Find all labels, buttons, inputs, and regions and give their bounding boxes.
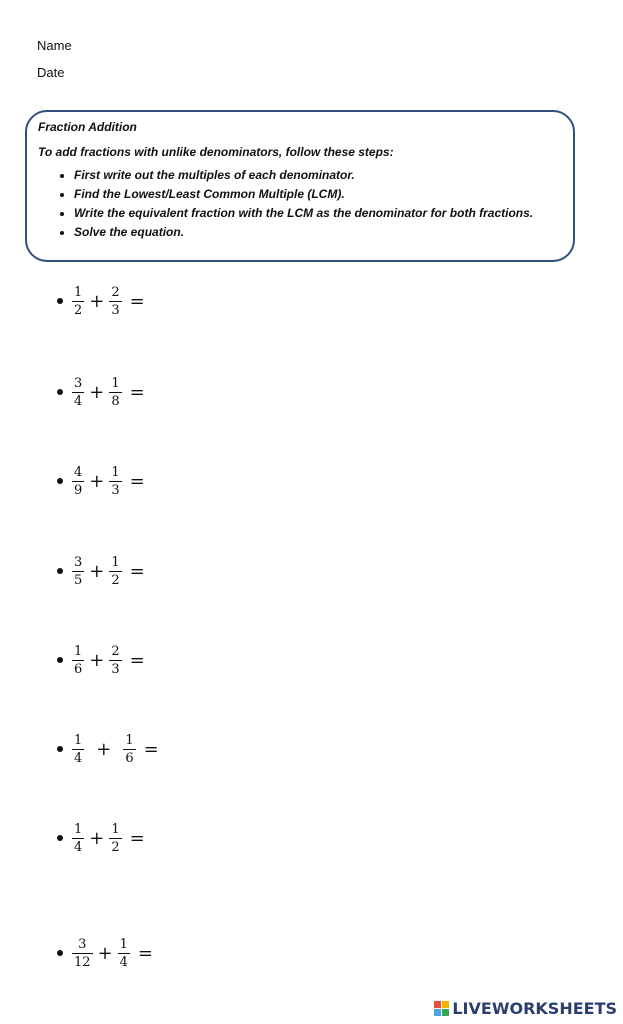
problem-8: [57, 933, 153, 973]
bullet-icon: [57, 835, 63, 841]
plus-sign: +: [89, 470, 105, 492]
fraction: [109, 555, 121, 588]
plus-sign: +: [97, 942, 113, 964]
bullet-icon: [57, 746, 63, 752]
denominator: 4: [119, 954, 128, 970]
plus-sign: +: [89, 290, 105, 312]
numerator: 1: [111, 375, 120, 391]
equals-sign: =: [129, 560, 145, 582]
fraction: [72, 465, 84, 498]
numerator: 3: [78, 936, 87, 952]
denominator: 4: [74, 839, 83, 855]
equals-sign: =: [129, 290, 145, 312]
problem-2: [57, 372, 145, 412]
denominator: 4: [74, 750, 83, 766]
problem-3: [57, 461, 145, 501]
equals-sign: =: [137, 942, 154, 964]
bullet-icon: [57, 389, 63, 395]
denominator: 5: [74, 572, 83, 588]
logo-text: LIVEWORKSHEETS: [452, 999, 617, 1018]
plus-sign: +: [89, 560, 105, 582]
plus-sign: +: [89, 381, 105, 403]
fraction: [109, 465, 121, 498]
instructions-intro: To add fractions with unlike denominators, follow these steps:: [38, 145, 394, 159]
equals-sign: =: [129, 381, 145, 403]
equals-sign: =: [129, 827, 145, 849]
bullet-icon: [57, 478, 63, 484]
fraction: [72, 285, 84, 318]
fraction: [72, 376, 84, 409]
problem-5: [57, 640, 145, 680]
problem-1: [57, 281, 145, 321]
liveworksheets-logo: [434, 999, 617, 1018]
name-label: Name: [37, 38, 72, 53]
numerator: 1: [111, 464, 120, 480]
numerator: 2: [111, 284, 120, 300]
bullet-icon: [57, 568, 63, 574]
numerator: 1: [119, 936, 128, 952]
plus-sign: +: [96, 738, 112, 760]
denominator: 8: [111, 393, 120, 409]
numerator: 1: [74, 821, 83, 837]
step-item: • Find the Lowest/Least Common Multiple (LCM).: [74, 187, 563, 202]
step-item: • Solve the equation.: [74, 225, 563, 240]
numerator: 1: [125, 732, 134, 748]
numerator: 3: [74, 554, 83, 570]
equals-sign: =: [129, 470, 145, 492]
problem-6: [57, 729, 159, 769]
fraction: [72, 937, 93, 970]
instructions-box: [25, 110, 575, 262]
numerator: 3: [74, 375, 83, 391]
plus-sign: +: [89, 649, 105, 671]
step-item: • First write out the multiples of each denominator.: [74, 168, 563, 183]
fraction: [72, 733, 84, 766]
bullet-icon: [57, 298, 63, 304]
fraction: [109, 376, 121, 409]
bullet-icon: [57, 950, 63, 956]
numerator: 1: [74, 284, 83, 300]
fraction: [72, 644, 84, 677]
problem-4: [57, 551, 145, 591]
fraction: [72, 822, 84, 855]
fraction: [118, 937, 130, 970]
fraction: [109, 644, 121, 677]
denominator: 2: [74, 302, 83, 318]
denominator: 12: [74, 954, 91, 970]
problem-7: [57, 818, 145, 858]
numerator: 1: [74, 643, 83, 659]
denominator: 3: [111, 482, 120, 498]
plus-sign: +: [89, 827, 105, 849]
equals-sign: =: [129, 649, 145, 671]
fraction: [72, 555, 84, 588]
numerator: 1: [111, 554, 120, 570]
equals-sign: =: [143, 738, 159, 760]
denominator: 2: [111, 572, 120, 588]
denominator: 6: [74, 661, 83, 677]
fraction: [109, 822, 121, 855]
denominator: 6: [125, 750, 134, 766]
logo-mark-icon: [434, 1001, 449, 1016]
bullet-icon: [57, 657, 63, 663]
numerator: 2: [111, 643, 120, 659]
steps-list: [38, 168, 563, 240]
instructions-title: Fraction Addition: [38, 120, 137, 134]
denominator: 3: [111, 661, 120, 677]
fraction: [109, 285, 121, 318]
denominator: 4: [74, 393, 83, 409]
fraction: [123, 733, 135, 766]
date-label: Date: [37, 65, 65, 80]
step-item: • Write the equivalent fraction with the LCM as the denominator for both fractions.: [74, 206, 563, 221]
denominator: 2: [111, 839, 120, 855]
numerator: 1: [74, 732, 83, 748]
numerator: 4: [74, 464, 83, 480]
denominator: 3: [111, 302, 120, 318]
denominator: 9: [74, 482, 83, 498]
numerator: 1: [111, 821, 120, 837]
